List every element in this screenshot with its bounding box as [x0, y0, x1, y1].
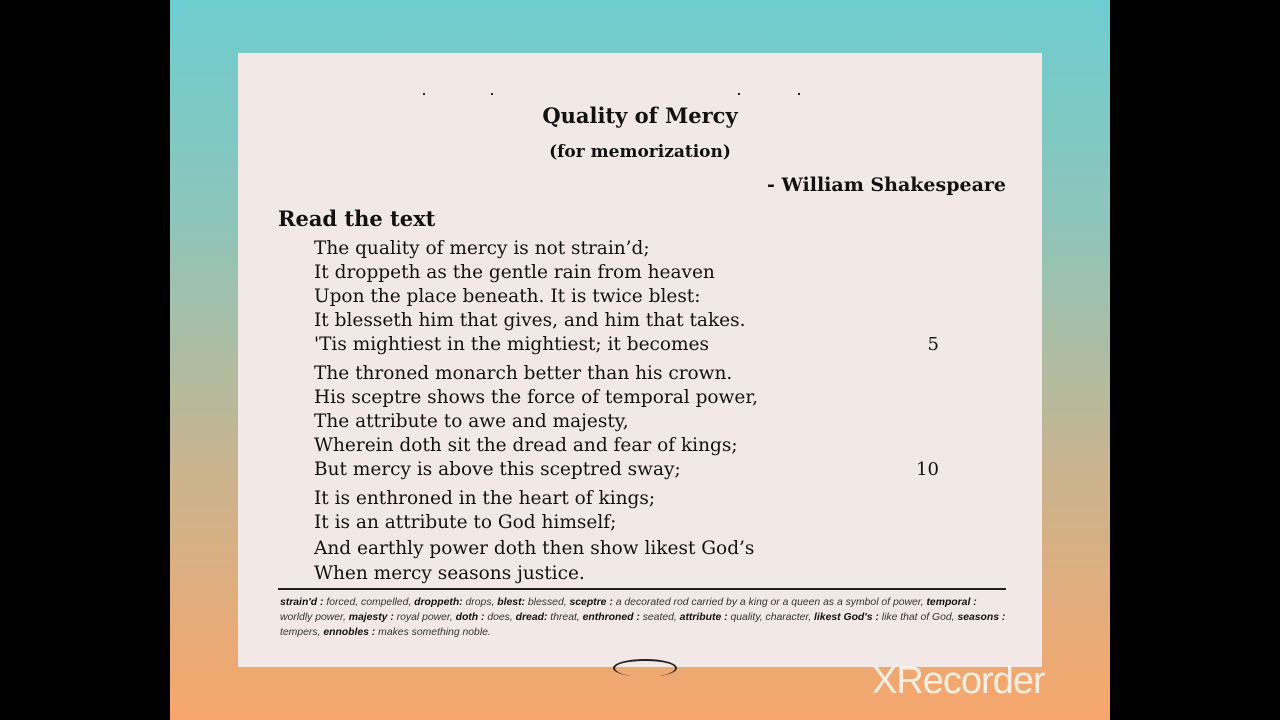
poem-subtitle: (for memorization) — [549, 142, 731, 162]
poem-line: And earthly power doth then show likest God’s — [314, 538, 755, 559]
poem-title: Quality of Mercy — [542, 103, 738, 128]
page-number-oval — [613, 659, 677, 677]
speck — [423, 93, 425, 95]
watermark-logo: XRecorder — [872, 660, 1045, 702]
glossary: strain'd : forced, compelled, droppeth: drops, blest: blessed, sceptre : a decorated rod carried by a king or a queen as a symbol of power, temporal : worldly power, majesty : royal power, doth : does, dread: threat, enthroned : seated, attribute : quality, character, likest God's : like that of God, seasons : tempers, ennobles : makes something noble. — [280, 597, 1006, 638]
poem-line: The attribute to awe and majesty, — [314, 411, 629, 432]
section-heading: Read the text — [278, 206, 436, 231]
poem-body — [314, 237, 954, 586]
document-page — [238, 53, 1042, 667]
speck — [738, 93, 740, 95]
poem-line: 'Tis mightiest in the mightiest; it becomes 5 — [314, 334, 939, 355]
line-number: 10 — [916, 459, 939, 480]
poem-line: The quality of mercy is not strain’d; — [314, 238, 650, 259]
poem-line: When mercy seasons justice. — [314, 563, 585, 584]
speck — [798, 93, 800, 95]
poem-line: It is enthroned in the heart of kings; — [314, 488, 656, 509]
poem-line: It droppeth as the gentle rain from heaven — [314, 262, 715, 283]
line-number: 5 — [927, 334, 939, 355]
poem-line: Wherein doth sit the dread and fear of kings; — [314, 435, 738, 456]
poem-line: The throned monarch better than his crown. — [314, 363, 733, 384]
speck — [491, 93, 493, 95]
poem-line: It blesseth him that gives, and him that takes. — [314, 310, 746, 331]
poem-line: But mercy is above this sceptred sway; 10 — [314, 459, 939, 480]
poem-line: It is an attribute to God himself; — [314, 512, 617, 533]
divider — [278, 588, 1006, 590]
poem-line: Upon the place beneath. It is twice blest: — [314, 286, 701, 307]
poem-author: - William Shakespeare — [767, 174, 1006, 196]
poem-line: His sceptre shows the force of temporal power, — [314, 387, 759, 408]
